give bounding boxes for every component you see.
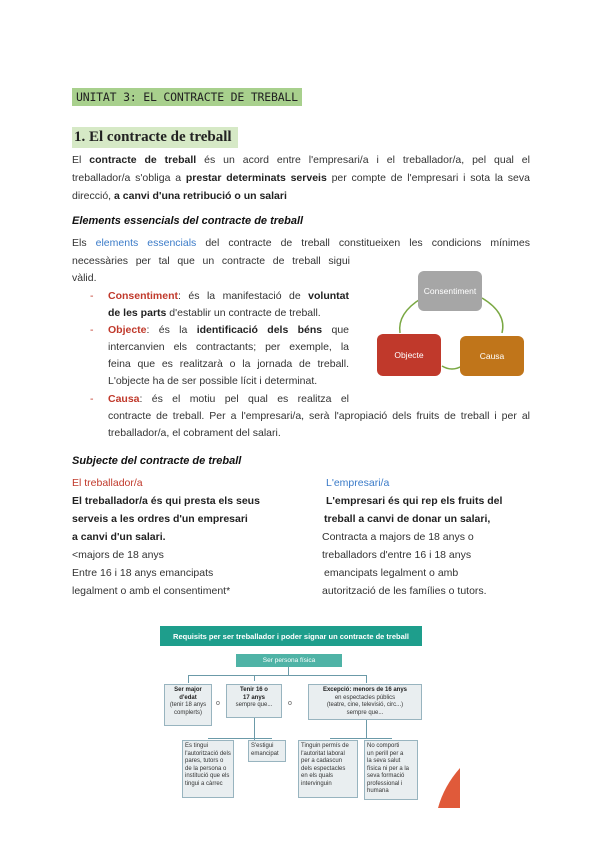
empresari-label: L'empresari/a [326,477,390,489]
figure-root: Ser persona física [236,654,342,667]
subjecte-heading: Subjecte del contracte de treball [72,455,242,467]
node-emancipat: S'estigui emancipat [248,740,286,762]
connector [188,675,189,683]
connector [330,738,392,739]
diagram-objecte: Objecte [377,334,441,376]
connector [288,667,289,675]
causa-line2: contracte de treball. Per a l'empresari/a, serà l'apropiació dels fruits de treball i per al [108,410,530,422]
requisits-figure [160,626,422,802]
objecte-line2: intercanvien els contractants; per exemple, la [108,341,349,353]
node-autoritzacio: Es tingui l'autorització dels pares, tutors o de la persona o institució que els tingui a càrrec [182,740,234,798]
connector [188,675,366,676]
or-label: o [216,700,220,707]
section-title: 1. El contracte de treball [72,127,238,148]
elements-heading: Elements essencials del contracte de treball [72,215,304,227]
treballador-label: El treballador/a [72,477,143,489]
figure-title: Requisits per ser treballador i poder signar un contracte de treball [160,626,422,646]
diagram-consentiment: Consentiment [418,271,482,311]
arrow-top-right [482,298,503,333]
unit-title: UNITAT 3: EL CONTRACTE DE TREBALL [72,88,302,106]
decorative-corner-shape [438,768,460,808]
node-permis: Tinguin permís de l'autoritat laboral per a cadascun dels espectacles en els quals intervinguin [298,740,358,798]
bullet-dash: - [90,324,94,336]
objecte-line3: feina que es realitzarà o la jornada de treball. [108,358,349,370]
consentiment-line2: de les parts d'establir un contracte de treball. [108,307,321,319]
node-16-17: Tenir 16 o 17 anys sempre que... [226,684,282,718]
empresari-column: L'empresari/a L'empresari és qui rep els fruits del treball a canvi de donar un salari, Contracta a majors de 18 anys o treballadors d'entre 16 i 18 anys emancipats legalment o amb autorització de les famílies o tutors. [322,474,542,600]
diagram-causa: Causa [460,336,524,376]
consentiment-line1: Consentiment: és la manifestació de voluntat [108,290,349,302]
causa-line1: Causa: és el motiu pel qual es realitza el [108,393,349,405]
connector [208,738,272,739]
node-major-edat: Ser major d'edat (tenir 18 anys complerts) [164,684,212,726]
elements-intro-line1: Els elements essencials del contracte de treball constitueixen les condicions mínimes [72,237,531,249]
elements-intro-line2: necessàries per tal que un contracte de treball sigui [72,255,350,267]
objecte-line1: Objecte: és la identificació dels béns que [108,324,350,336]
arrow-bottom [442,366,462,369]
elements-intro-line3: vàlid. [72,272,97,284]
node-perill: No comporti un perill per a la seva salut física ni per a la seva formació professional i humana [364,740,418,800]
causa-line3: treballador/a, el cobrament del salari. [108,427,281,439]
connector [366,720,367,738]
bullet-dash: - [90,393,94,405]
treballador-column: El treballador/a El treballador/a és qui presta els seus serveis a les ordres d'un empresari a canvi d'un salari. <majors de 18 anys Entre 16 i 18 anys emancipats legalment o amb el consentiment* [72,474,312,600]
elements-link: elements essencials [95,237,197,249]
connector [366,675,367,683]
bullet-dash: - [90,290,94,302]
connector [254,675,255,681]
connector [254,718,255,740]
intro-paragraph: El contracte de treball és un acord entre l'empresari/a i el treballador/a, pel qual el treballador/a s'obliga a prestar determinats serveis per compte de l'empresari i sota la seva direcció, a canvi d'una retribució o un salari [72,154,530,202]
or-label: o [288,700,292,707]
node-excepcio: Excepció: menors de 16 anys en espectacles públics (teatre, cine, televisió, circ...) sempre que... [308,684,422,720]
objecte-line4: L'objecte ha de ser possible lícit i determinat. [108,375,318,387]
elements-cycle-diagram [372,268,530,380]
